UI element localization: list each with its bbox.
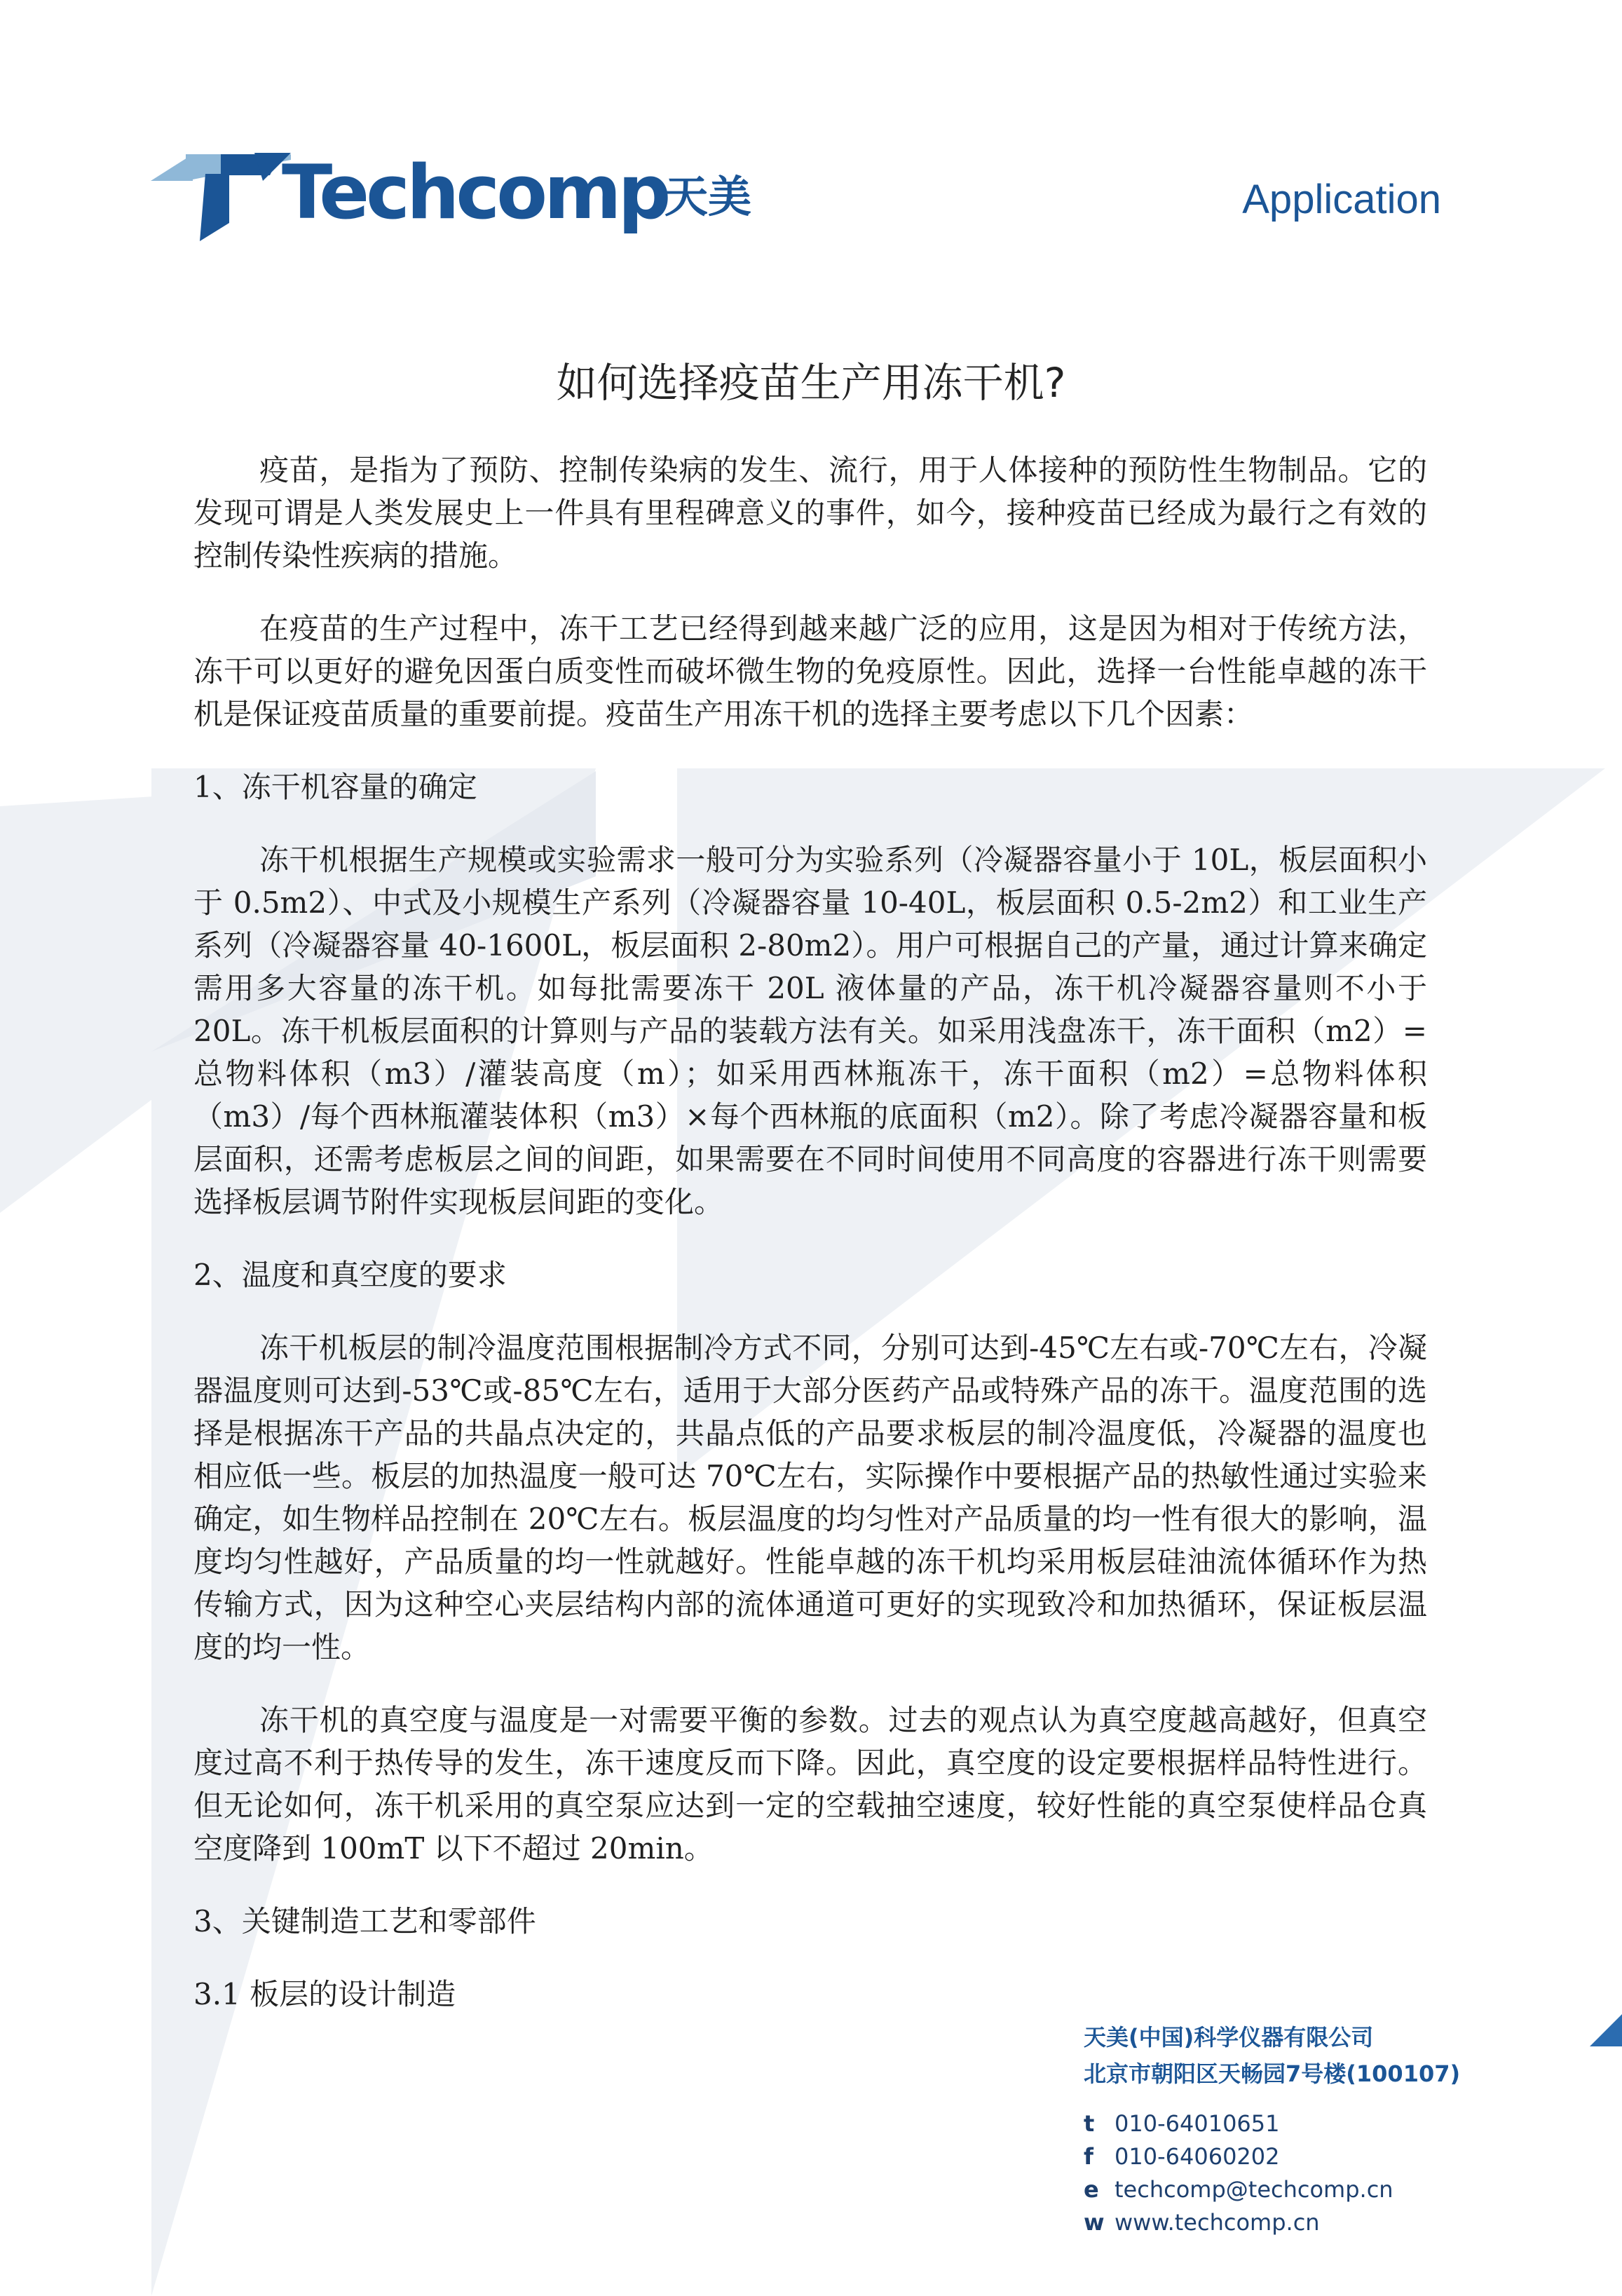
contact-footer bbox=[1084, 2019, 1460, 2239]
email-row bbox=[1084, 2173, 1460, 2206]
paragraph-vacuum: 冻干机的真空度与温度是一对需要平衡的参数。过去的观点认为真空度越高越好，但真空度过高不利于热传导的发生，冻干速度反而下降。因此，真空度的设定要根据样品特性进行。但无论如何，冻干机采用的真空泵应达到一定的空载抽空速度，较好性能的真空泵使样品仓真空度降到 100mT 以下不超过 20min。 bbox=[193, 1703, 1427, 1866]
application-label: Application bbox=[1242, 177, 1441, 222]
paragraph-process: 在疫苗的生产过程中，冻干工艺已经得到越来越广泛的应用，这是因为相对于传统方法，冻干可以更好的避免因蛋白质变性而破坏微生物的免疫原性。因此，选择一台性能卓越的冻干机是保证疫苗质量的重要前提。疫苗生产用冻干机的选择主要考虑以下几个因素： bbox=[193, 611, 1427, 731]
techcomp-logo-icon bbox=[151, 153, 291, 241]
subsection-heading-shelf: 3.1 板层的设计制造 bbox=[193, 1977, 456, 2011]
fax-row bbox=[1084, 2140, 1460, 2173]
fax-key: f bbox=[1084, 2143, 1093, 2170]
brand-name-cn: 天美 bbox=[665, 171, 752, 222]
phone-row bbox=[1084, 2107, 1460, 2140]
web-key: w bbox=[1084, 2209, 1105, 2236]
website-link[interactable]: www.techcomp.cn bbox=[1115, 2209, 1320, 2236]
page-title: 如何选择疫苗生产用冻干机? bbox=[556, 359, 1066, 407]
email-key: e bbox=[1084, 2176, 1099, 2203]
company-address: 北京市朝阳区天畅园7号楼(100107) bbox=[1084, 2060, 1461, 2087]
section-heading-capacity: 1、冻干机容量的确定 bbox=[193, 770, 477, 804]
phone-key: t bbox=[1084, 2110, 1095, 2137]
corner-triangle-icon bbox=[1590, 2014, 1622, 2046]
company-name: 天美(中国)科学仪器有限公司 bbox=[1084, 2024, 1374, 2051]
section-heading-manufacturing: 3、关键制造工艺和零部件 bbox=[193, 1904, 536, 1938]
fax-number: 010-64060202 bbox=[1115, 2143, 1280, 2170]
brand-name: Techcomp bbox=[282, 149, 668, 236]
email-address[interactable]: techcomp@techcomp.cn bbox=[1115, 2176, 1393, 2203]
article-body bbox=[193, 449, 1427, 2046]
web-row bbox=[1084, 2206, 1460, 2239]
phone-number: 010-64010651 bbox=[1115, 2110, 1280, 2137]
section-heading-temperature: 2、温度和真空度的要求 bbox=[193, 1258, 507, 1292]
paragraph-intro: 疫苗，是指为了预防、控制传染病的发生、流行，用于人体接种的预防性生物制品。它的发现可谓是人类发展史上一件具有里程碑意义的事件，如今，接种疫苗已经成为最行之有效的控制传染性疾病的措施。 bbox=[193, 453, 1427, 573]
paragraph-capacity: 冻干机根据生产规模或实验需求一般可分为实验系列（冷凝器容量小于 10L，板层面积小于 0.5m2）、中式及小规模生产系列（冷凝器容量 10-40L，板层面积 0.5-2m2）和工业生产系列（冷凝器容量 40-1600L，板层面积 2-80m2）。用户可根据自己的产量，通过计算来确定需用多大容量的冻干机。如每批需要冻干 20L 液体量的产品，冻干机冷凝器容量则不小于 20L。冻干机板层面积的计算则与产品的装载方法有关。如采用浅盘冻干，冻干面积（m2）=总物料体积（m3）/灌装高度（m）；如采用西林瓶冻干，冻干面积（m2）=总物料体积（m3）/每个西林瓶灌装体积（m3）×每个西林瓶的底面积（m2）。除了考虑冷凝器容量和板层面积，还需考虑板层之间的间距，如果需要在不同时间使用不同高度的容器进行冻干则需要选择板层调节附件实现板层间距的变化。 bbox=[193, 843, 1428, 1219]
paragraph-temperature: 冻干机板层的制冷温度范围根据制冷方式不同，分别可达到-45℃左右或-70℃左右，冷凝器温度则可达到-53℃或-85℃左右，适用于大部分医药产品或特殊产品的冻干。温度范围的选择是根据冻干产品的共晶点决定的，共晶点低的产品要求板层的制冷温度低，冷凝器的温度也相应低一些。板层的加热温度一般可达 70℃左右，实际操作中要根据产品的热敏性通过实验来确定，如生物样品控制在 20℃左右。板层温度的均匀性对产品质量的均一性有很大的影响，温度均匀性越好，产品质量的均一性就越好。性能卓越的冻干机均采用板层硅油流体循环作为热传输方式，因为这种空心夹层结构内部的流体通道可更好的实现致冷和加热循环，保证板层温度的均一性。 bbox=[193, 1331, 1427, 1664]
